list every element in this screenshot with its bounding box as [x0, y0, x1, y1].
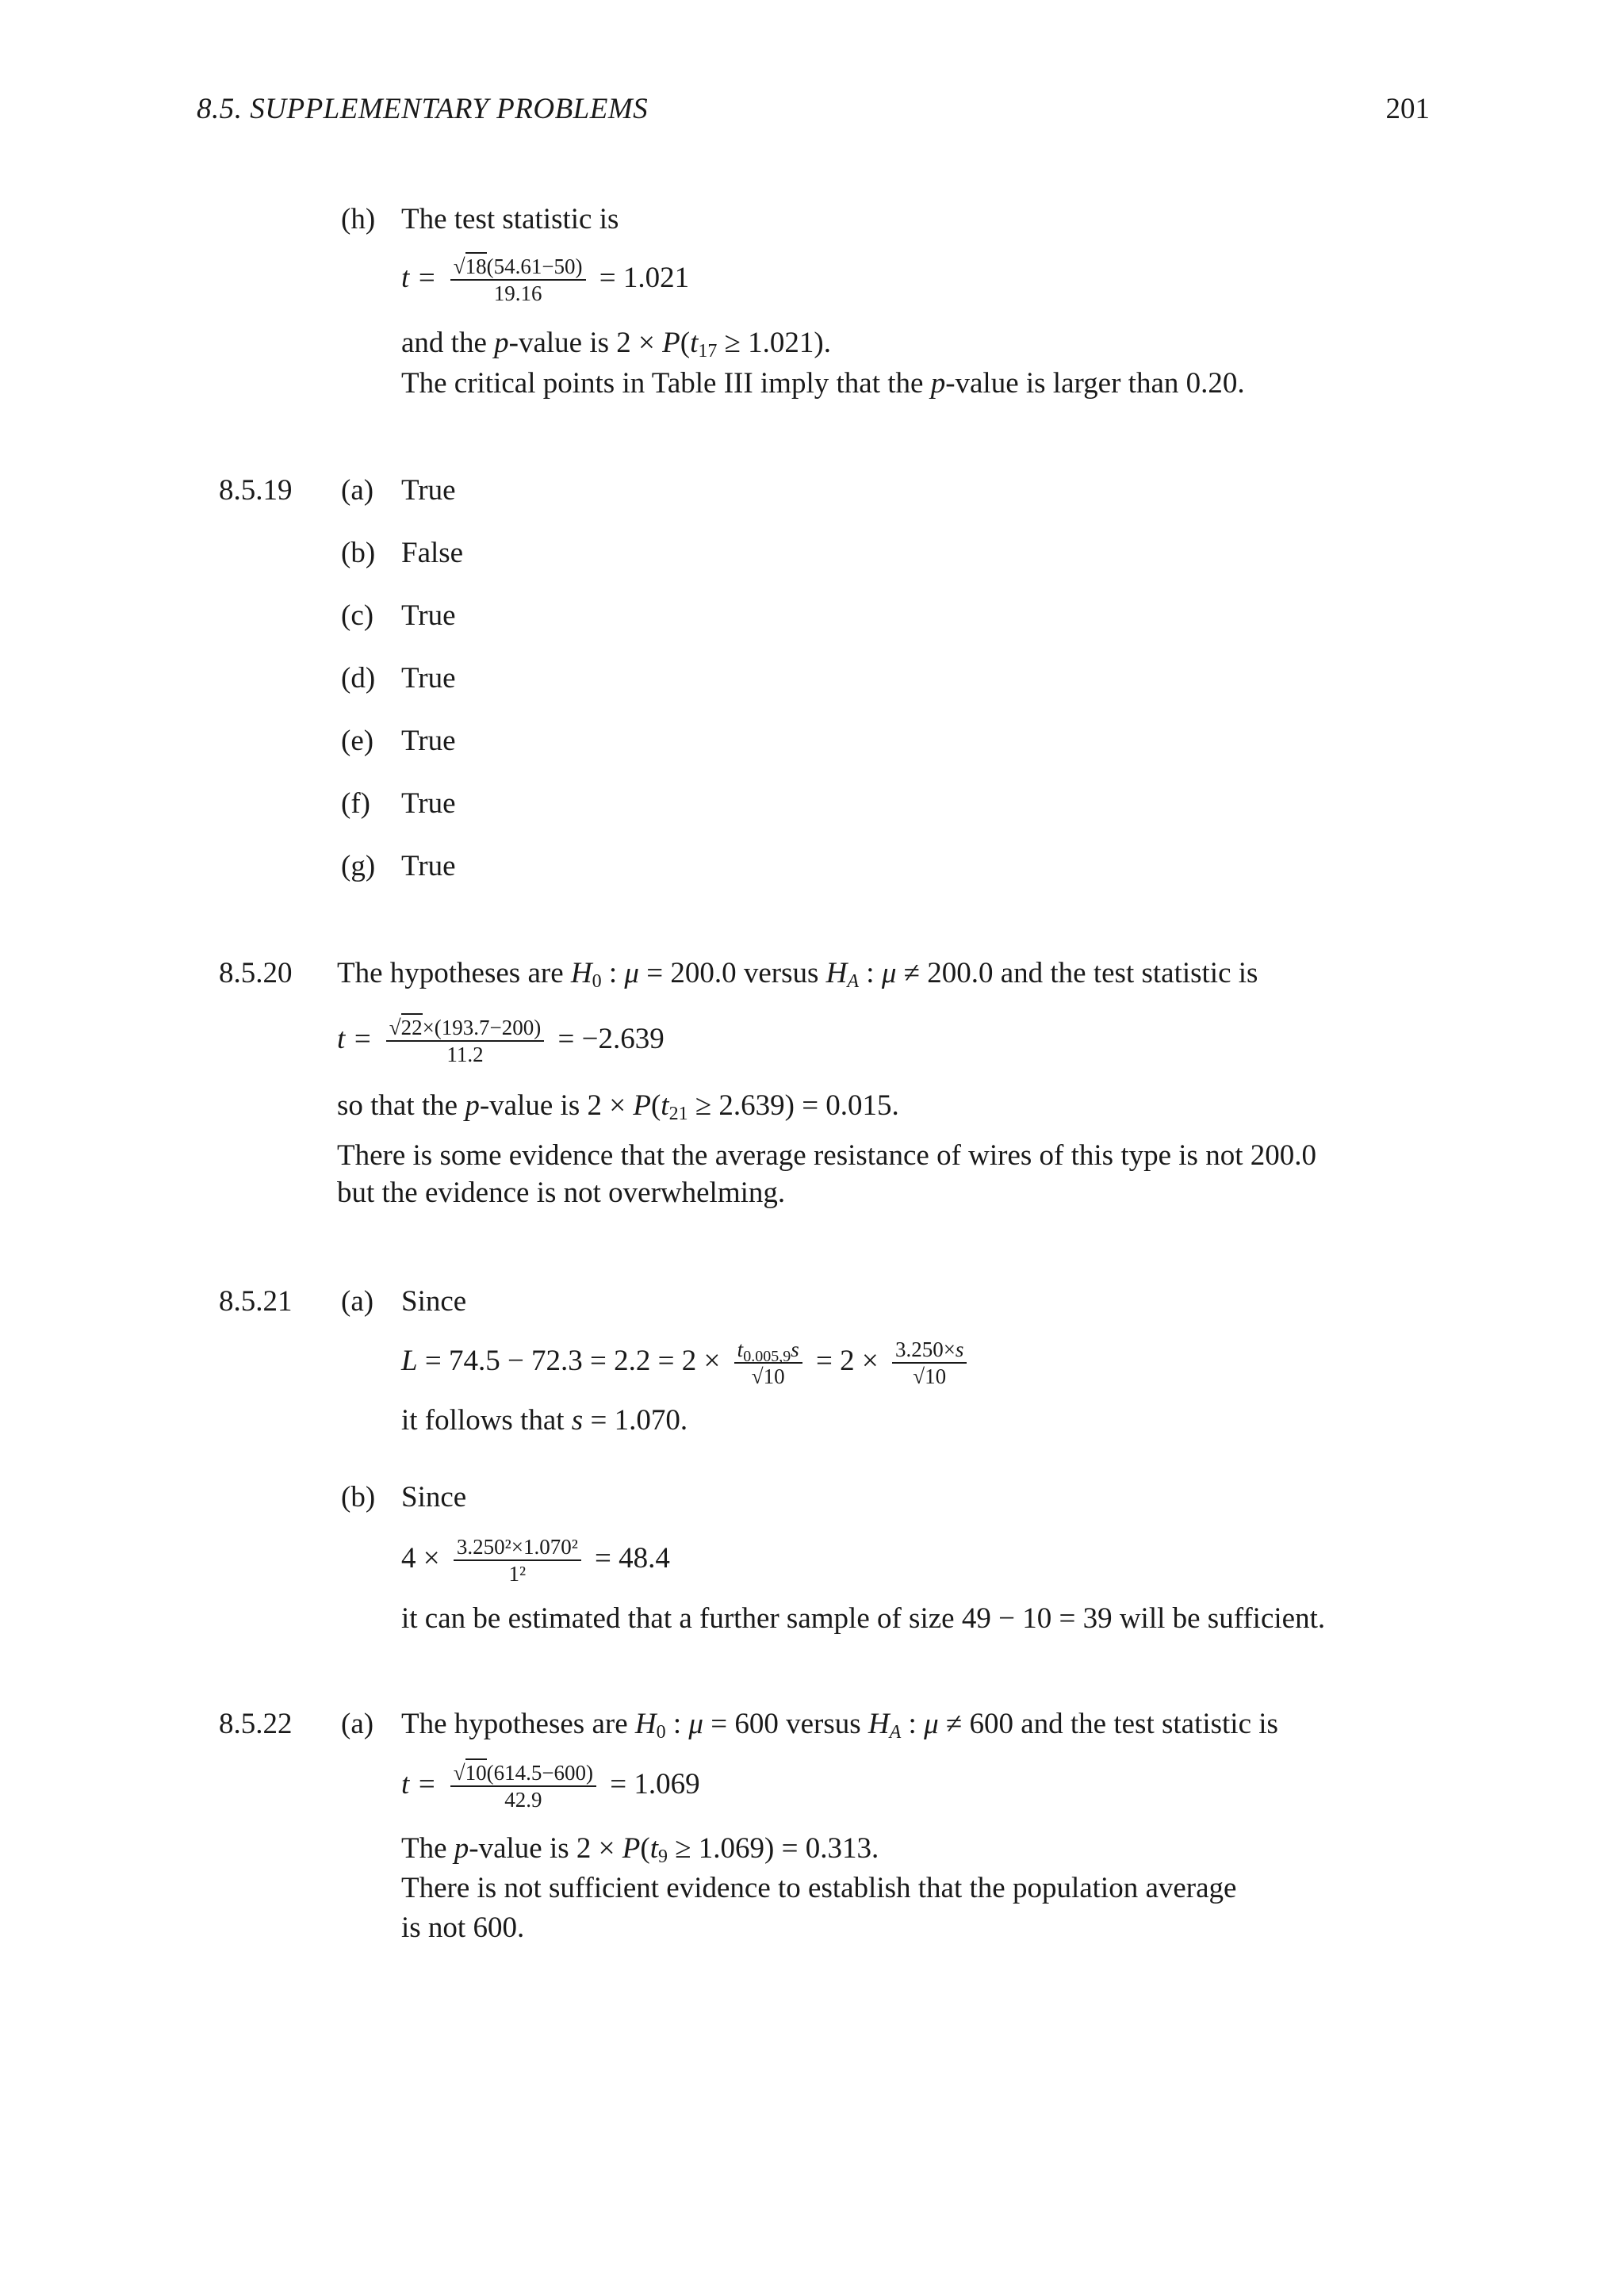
problem-number-20: 8.5.20: [219, 957, 293, 989]
problem-number-19: 8.5.19: [219, 474, 293, 507]
p21-b-label: (b): [341, 1481, 376, 1513]
p21-fraction-2: $\frac{3.250\times s}{√10}$: [892, 1338, 967, 1388]
p19-item-text: True: [401, 599, 456, 632]
h-t-lhs: t =: [401, 261, 437, 294]
p21-L-equation: L = 74.5 − 72.3 = 2.2 = 2 × $\frac{t_{0.005,9}s}{√10}$ = 2 × $\frac{3.250\times s}{√10}$: [401, 1338, 973, 1388]
p19-item-text: True: [401, 725, 456, 757]
p20-pvalue-line: so that the p-value is $2 \times P(t_{21} \ge 2.639) = 0.015$.: [337, 1089, 899, 1124]
p20-t-equation: t = $\frac{√22\times(193.7-200)}{11.2}$ = −2.639: [337, 1016, 665, 1066]
p21-a-since: Since: [401, 1285, 467, 1318]
h-intro: The test statistic is: [401, 203, 619, 235]
p21-b-conclusion: it can be estimated that a further sample of size 49 − 10 = 39 will be sufficient.: [401, 1602, 1326, 1635]
h-t-equation: [401, 255, 689, 305]
problem-number-21: 8.5.21: [219, 1285, 293, 1318]
p19-item-label: (c): [341, 599, 374, 632]
h-critical-line: The critical points in Table III imply that the p-value is larger than 0.20.: [401, 367, 1245, 400]
p20-t-denominator: 11.2: [446, 1043, 484, 1067]
p22-hypotheses-line: The hypotheses are $H_0$ : μ = 600 versus $H_A$ : μ ≠ 600 and the test statistic is: [401, 1708, 1278, 1743]
p19-item-text: True: [401, 662, 456, 695]
p21-a-follows: it follows that s = 1.070.: [401, 1404, 688, 1437]
p20-hypotheses-line: The hypotheses are $H_0$ : μ = 200.0 versus $H_A$ : μ ≠ 200.0 and the test statistic is: [337, 957, 1258, 992]
p20-evidence-line2: but the evidence is not overwhelming.: [337, 1177, 786, 1209]
p22-pvalue-line: The p-value is $2 \times P(t_9 \ge 1.069) = 0.313$.: [401, 1832, 879, 1867]
p22-t-equation: t = $\frac{√10(614.5-600)}{42.9}$ = 1.069: [401, 1762, 700, 1812]
p19-item-text: True: [401, 787, 456, 820]
p22-t-fraction: $\frac{√10(614.5-600)}{42.9}$: [450, 1762, 596, 1812]
page-number: 201: [1385, 93, 1430, 125]
h-t-fraction: [450, 255, 586, 305]
h-label: (h): [341, 203, 376, 235]
h-pvalue-line: and the p-value is $2 \times P(t_{17} \ge 1.021)$.: [401, 327, 831, 362]
h-t-result: = 1.021: [599, 261, 690, 294]
p20-evidence-line1: There is some evidence that the average resistance of wires of this type is not 200.0: [337, 1139, 1316, 1172]
p22-conclusion-line2: is not 600.: [401, 1911, 525, 1944]
p21-b-equation: 4 × $\frac{\text{3.250²×1.070²}}{\text{1²}}$ = 48.4: [401, 1535, 670, 1586]
p20-t-result: = −2.639: [557, 1022, 665, 1055]
running-title: 8.5. SUPPLEMENTARY PROBLEMS: [197, 93, 649, 125]
p20-t-numerator: √22×(193.7−200): [386, 1016, 545, 1042]
p19-item-label: (b): [341, 537, 376, 569]
p22-a-label: (a): [341, 1708, 374, 1740]
p21-b-fraction: $\frac{\text{3.250²×1.070²}}{\text{1²}}$: [454, 1536, 581, 1586]
p21-fraction-1: $\frac{t_{0.005,9}s}{√10}$: [734, 1338, 802, 1388]
p22-conclusion-line1: There is not sufficient evidence to establish that the population average: [401, 1872, 1237, 1904]
p19-item-text: False: [401, 537, 464, 569]
p19-item-label: (g): [341, 850, 376, 882]
h-t-denominator: 19.16: [493, 281, 542, 306]
p21-a-label: (a): [341, 1285, 374, 1318]
p19-item-text: True: [401, 850, 456, 882]
p19-item-label: (f): [341, 787, 370, 820]
p19-item-label: (e): [341, 725, 374, 757]
h-t-numerator: √18(54.61−50): [450, 255, 586, 281]
p21-b-since: Since: [401, 1481, 467, 1513]
problem-number-22: 8.5.22: [219, 1708, 293, 1740]
p19-item-text: True: [401, 474, 456, 507]
p19-item-label: (a): [341, 474, 374, 507]
p19-item-label: (d): [341, 662, 376, 695]
p20-t-fraction: [386, 1016, 545, 1066]
